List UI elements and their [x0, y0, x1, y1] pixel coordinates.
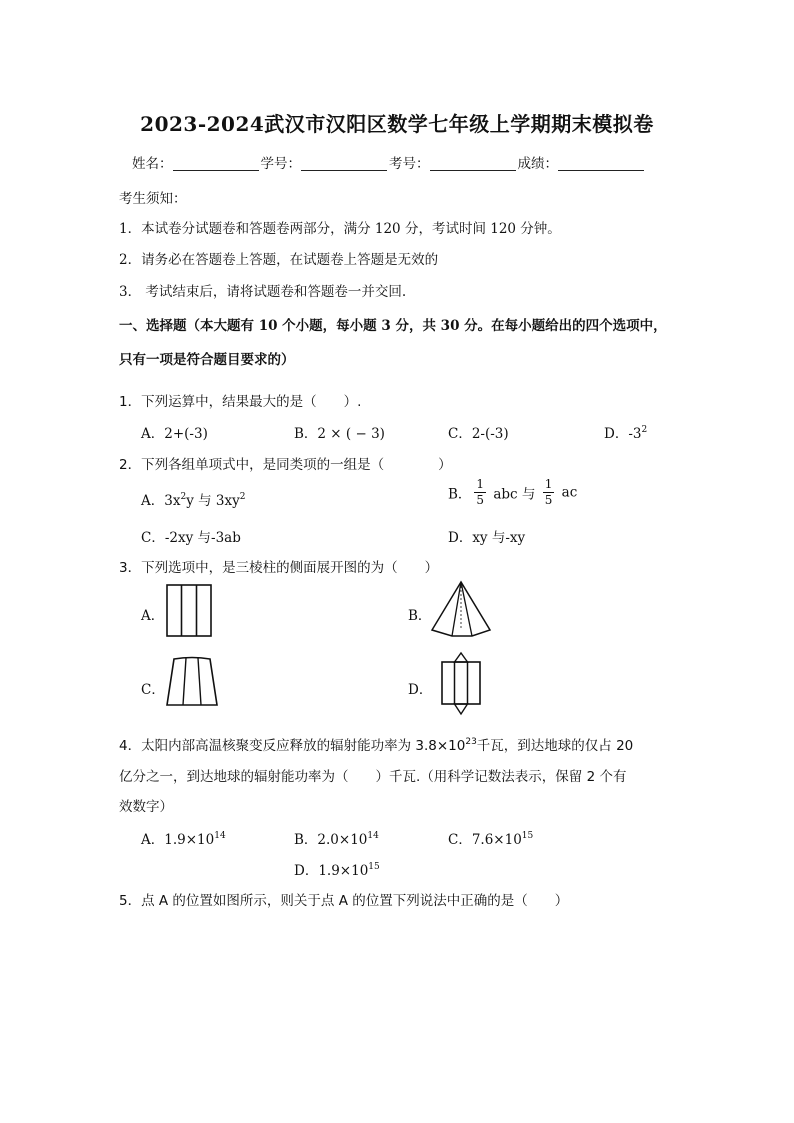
q4-a-base: A．1.9×10	[141, 832, 215, 848]
q4-option-d	[294, 859, 380, 879]
q4-b-base: B．2.0×10	[294, 832, 368, 848]
q3-figure-a	[166, 584, 214, 638]
q3-figure-b	[430, 580, 492, 638]
q1-stem: 1．下列运算中，结果最大的是（ ）.	[119, 394, 362, 410]
q3-option-c: C．	[141, 682, 165, 698]
q5-stem: 5．点 A 的位置如图所示，则关于点 A 的位置下列说法中正确的是（ ）	[119, 893, 569, 909]
q3-figure-c	[164, 656, 220, 708]
q1-option-a: A．2+(-3)	[141, 426, 208, 442]
q2-b-label: B．	[448, 486, 472, 503]
q1-d-base: D．-3	[604, 426, 642, 442]
q4-b-exp: 14	[367, 831, 379, 841]
q4-option-a	[141, 828, 226, 848]
q4-c-base: C．7.6×10	[448, 832, 522, 848]
name-field[interactable]	[173, 156, 259, 171]
q4-option-b	[294, 828, 379, 848]
q2-b-fraction-1	[474, 477, 486, 508]
q2-option-c: C．-2xy 与-3ab	[141, 530, 241, 546]
name-label: 姓名：	[132, 156, 173, 172]
q1-option-d	[604, 422, 647, 442]
q4-option-c	[448, 828, 533, 848]
q3-figure-d	[440, 652, 484, 716]
q2-b-fraction-2	[543, 477, 555, 508]
notice-item-1: 1．本试卷分试题卷和答题卷两部分，满分 120 分，考试时间 120 分钟。	[119, 221, 561, 237]
q4-stem-line1	[119, 734, 633, 754]
q3-option-d: D．	[408, 682, 433, 698]
q4-line1-post: 千瓦，到达地球的仅占 20	[476, 738, 634, 754]
q1-option-c: C．2-(-3)	[448, 426, 509, 442]
student-info-fields	[132, 152, 646, 172]
q2-a-mid: y 与 3xy	[186, 493, 240, 509]
q4-c-exp: 15	[521, 831, 534, 841]
q3-option-b: B．	[408, 608, 432, 624]
q4-line1-pre: 4．太阳内部高温核聚变反应释放的辐射能功率为 3.8×10	[119, 738, 466, 754]
q4-d-exp: 15	[368, 862, 380, 872]
q2-option-d: D．xy 与-xy	[448, 530, 526, 546]
page-title: 2023-2024武汉市汉阳区数学七年级上学期期末模拟卷	[140, 112, 654, 136]
student-id-label: 学号：	[260, 156, 301, 172]
notice-item-2: 2．请务必在答题卷上答题，在试题卷上答题是无效的	[119, 252, 439, 268]
q2-b-den1: 5	[476, 493, 485, 507]
q4-stem-line2: 亿分之一，到达地球的辐射能功率为（ ）千瓦.（用科学记数法表示，保留 2 个有	[119, 769, 627, 785]
q2-b-num2: 1	[544, 477, 553, 491]
notice-item-3: 3． 考试结束后，请将试题卷和答题卷一并交回.	[119, 284, 407, 300]
q4-d-base: D．1.9×10	[294, 863, 369, 879]
q2-b-num1: 1	[476, 477, 485, 491]
q2-a-text: A．3x	[141, 493, 181, 509]
q4-stem-line3: 效数字）	[119, 799, 173, 815]
q1-d-exponent: 2	[641, 425, 648, 435]
exam-id-label: 考号：	[389, 156, 430, 172]
section-heading-line2: 只有一项是符合题目要求的）	[119, 352, 295, 368]
score-label: 成绩：	[517, 156, 558, 172]
q2-b-mid: abc 与	[493, 486, 536, 503]
q2-stem: 2．下列各组单项式中，是同类项的一组是（ ）	[119, 457, 452, 473]
section-heading-line1: 一、选择题（本大题有 10 个小题，每小题 3 分，共 30 分。在每小题给出的四个选项中，	[119, 318, 667, 334]
notice-heading: 考生须知：	[119, 191, 187, 207]
q2-option-a	[141, 489, 245, 509]
exam-id-field[interactable]	[430, 156, 516, 171]
score-field[interactable]	[558, 156, 644, 171]
q2-option-b	[448, 477, 577, 508]
q2-a-exp1: 2	[180, 492, 187, 502]
q2-a-exp2: 2	[239, 492, 246, 502]
q4-a-exp: 14	[214, 831, 226, 841]
q1-option-b: B．2 × ( − 3)	[294, 426, 385, 442]
q2-b-end: ac	[561, 484, 578, 501]
student-id-field[interactable]	[301, 156, 387, 171]
q2-b-den2: 5	[544, 493, 553, 507]
q3-option-a: A．	[141, 608, 165, 624]
q4-line1-exp: 23	[465, 737, 477, 747]
q3-stem: 3．下列选项中，是三棱柱的侧面展开图的为（ ）	[119, 560, 439, 576]
